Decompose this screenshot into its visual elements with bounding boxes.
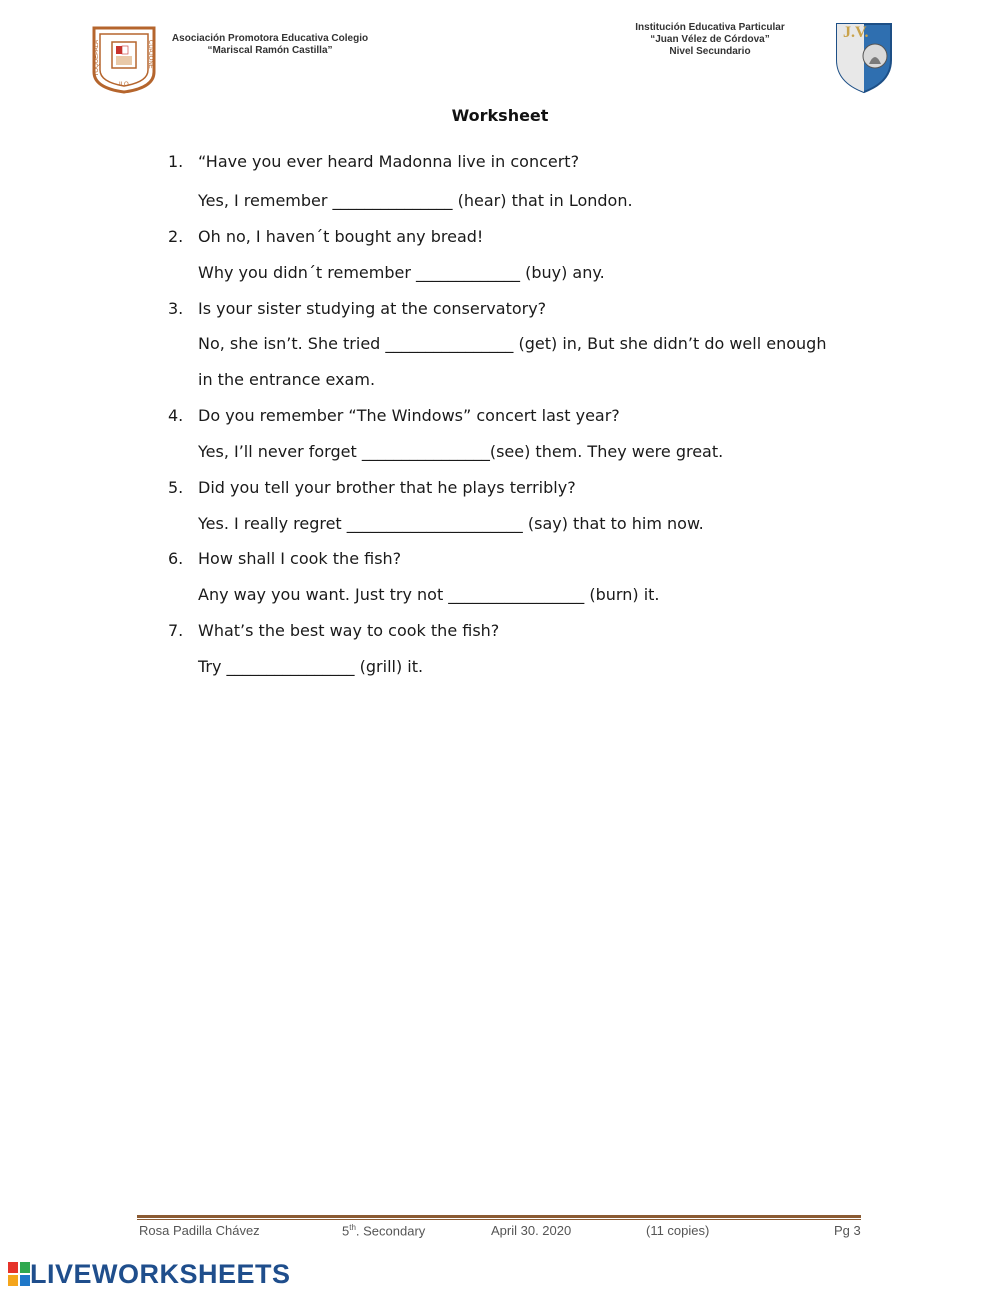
question-prompt: Is your sister studying at the conservatory? [198, 299, 547, 318]
footer-rule [137, 1215, 861, 1218]
question-2 [168, 227, 483, 247]
left-institution-header [165, 33, 375, 57]
question-7 [168, 621, 499, 641]
right-school-logo [833, 20, 895, 94]
question-6 [168, 549, 401, 569]
footer-grade [342, 1223, 425, 1238]
question-number: 3. [168, 299, 184, 318]
logo-text-toquepala: TOQUEPALA [94, 40, 100, 77]
footer-rule-thin [137, 1219, 861, 1220]
left-header-line2: “Mariscal Ramón Castilla” [207, 45, 333, 56]
footer-copies: (11 copies) [646, 1223, 710, 1238]
answer-4: Yes, I’ll never forget ________________(see) them. They were great. [198, 442, 724, 461]
question-3 [168, 299, 546, 319]
question-prompt: “Have you ever heard Madonna live in concert? [198, 152, 580, 171]
answer-1: Yes, I remember _______________ (hear) that in London. [198, 191, 633, 210]
left-school-logo [88, 22, 160, 94]
question-number: 6. [168, 549, 184, 568]
right-header-line3: Nivel Secundario [669, 46, 751, 57]
liveworksheets-brand[interactable] [8, 1259, 291, 1289]
question-prompt: What’s the best way to cook the fish? [198, 621, 500, 640]
logo-text-cuajone: CUAJONE [147, 40, 153, 69]
footer-grade-label: . Secondary [355, 1223, 426, 1239]
question-5 [168, 478, 576, 498]
question-prompt: How shall I cook the fish? [198, 549, 402, 568]
question-number: 5. [168, 478, 184, 497]
answer-3: No, she isn’t. She tried ________________ (get) in, But she didn’t do well enough [198, 334, 827, 353]
question-number: 1. [168, 152, 184, 171]
question-1 [168, 152, 579, 172]
answer-6: Any way you want. Just try not _________________ (burn) it. [198, 585, 660, 604]
left-header-line1: Asociación Promotora Educativa Colegio [171, 33, 369, 44]
page-title: Worksheet [451, 106, 549, 125]
footer-author: Rosa Padilla Chávez [139, 1223, 260, 1238]
question-4 [168, 406, 620, 426]
footer-grade-suffix: th [349, 1223, 356, 1232]
question-number: 7. [168, 621, 184, 640]
question-prompt: Oh no, I haven´t bought any bread! [198, 227, 484, 246]
right-institution-header [610, 22, 810, 58]
logo-text-ilo: ILO [119, 82, 129, 88]
footer-date: April 30. 2020 [491, 1223, 572, 1238]
right-header-line2: “Juan Vélez de Córdova” [650, 34, 770, 45]
question-prompt: Did you tell your brother that he plays terribly? [198, 478, 576, 497]
answer-2: Why you didn´t remember _____________ (buy) any. [198, 263, 605, 282]
liveworksheets-wordmark: LIVEWORKSHEETS [30, 1258, 291, 1289]
answer-7: Try ________________ (grill) it. [198, 657, 424, 676]
question-prompt: Do you remember “The Windows” concert last year? [198, 406, 620, 425]
liveworksheets-logo-icon [8, 1262, 30, 1286]
footer-page-number: Pg 3 [834, 1223, 861, 1238]
question-number: 4. [168, 406, 184, 425]
right-header-line1: Institución Educativa Particular [635, 22, 785, 33]
answer-3-continued: in the entrance exam. [198, 370, 376, 389]
right-logo-initials: J.V. [843, 24, 869, 41]
answer-5: Yes. I really regret ______________________ (say) that to him now. [198, 514, 704, 533]
footer-grade-number: 5 [342, 1223, 350, 1239]
question-number: 2. [168, 227, 184, 246]
